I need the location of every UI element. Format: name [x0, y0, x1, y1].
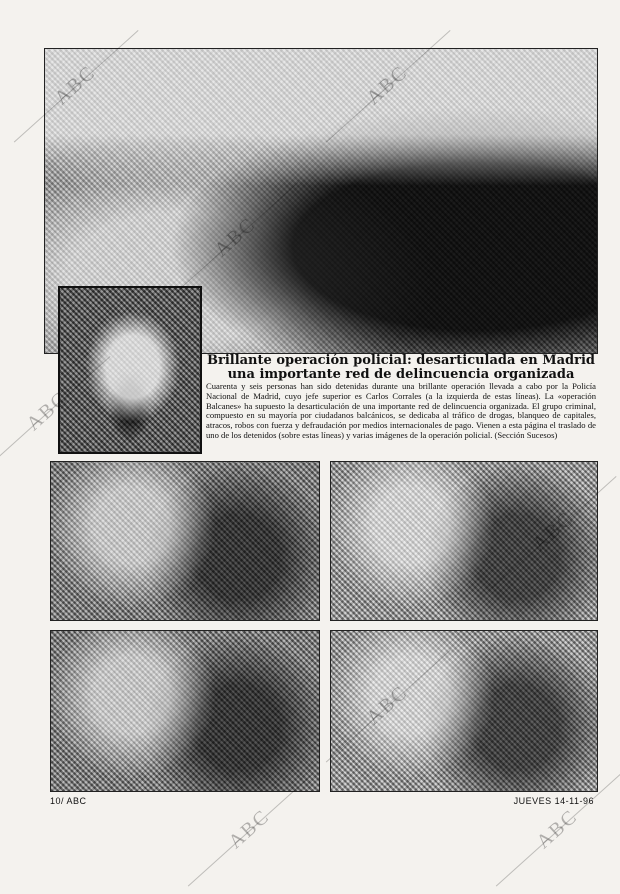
- abc-watermark: ABC: [532, 805, 583, 854]
- page-folio: 10/ ABC: [50, 796, 87, 806]
- article-body: Cuarenta y seis personas han sido detenidas durante una brillante operación llevada a cabo por la Policía Nacional de Madrid, cuyo jefe superior es Carlos Corrales (a la izquierda de estas líneas). La «operación Balcanes» ha supuesto la desarticulación de una importante red de delincuencia organizada. El grupo criminal, compuesto en su mayoría por ciudadanos balcánicos, se dedicaba al tráfico de drogas, blanqueo de capitales, atracos, robos con fuerza y defraudación por medios internacionales de pago. Vienen a esta página el traslado de uno de los detenidos (sobre estas líneas) y varias imágenes de la operación policial. (Sección Sucesos): [206, 381, 596, 440]
- issue-date: JUEVES 14-11-96: [513, 796, 594, 806]
- article-headline: Brillante operación policial: desarticulada en Madrid una importante red de delincuencia organizada: [206, 353, 595, 382]
- photo-operation-1: [50, 461, 320, 621]
- abc-watermark: ABC: [224, 805, 275, 854]
- abc-watermark: ABC: [362, 681, 413, 730]
- portrait-photo-police-chief: [58, 286, 202, 454]
- abc-watermark: ABC: [210, 213, 261, 262]
- abc-watermark: ABC: [50, 61, 101, 110]
- photo-operation-3: [50, 630, 320, 792]
- abc-watermark: ABC: [528, 507, 579, 556]
- abc-watermark: ABC: [362, 61, 413, 110]
- abc-watermark: ABC: [22, 387, 73, 436]
